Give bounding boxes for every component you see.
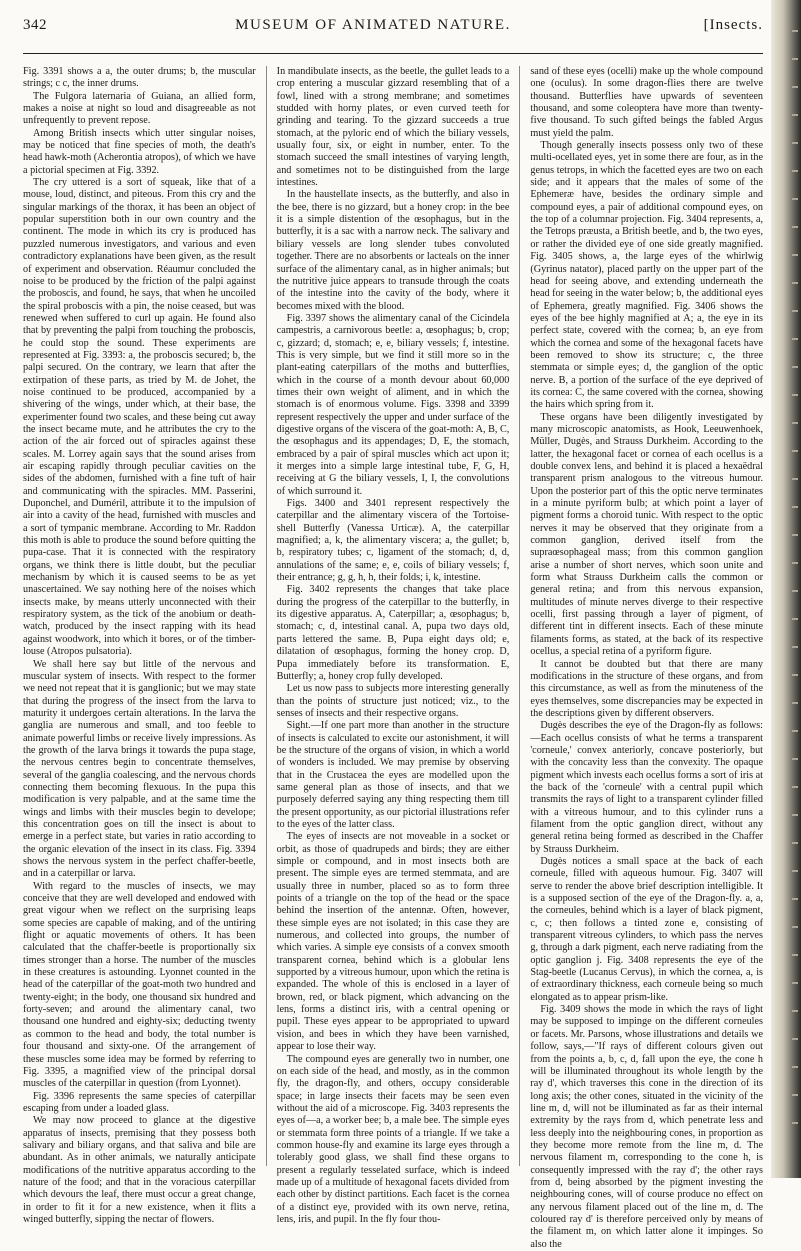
paragraph: Let us now pass to subjects more interesting generally than the points of structure just noticed; viz., to the senses of insects and their respective organs. <box>276 683 510 719</box>
text-column-2 <box>276 66 510 1225</box>
paragraph: The cry uttered is a sort of squeak, like that of a mouse, loud, distinct, and piteous. From this cry and the singular markings of the thorax, it has been an object of popular superstition both in our own country and the continent. The mode in which its cry is produced has puzzled numerous investigators, and various and even contradictory explanations have been given, as the result of experiment and observation. Réaumur concluded the noise to be produced by the friction of the palpi against the proboscis, and found, he says, that when he uncoiled the spiral proboscis with a pin, the noise ceased, but was renewed when suffered to curl up again. He found also that by preventing the palpi from touching the proboscis, he could stop the sound. These experiments are represented at Fig. 3393: a, the proboscis secured; b, the palpi secured. On the contrary, we learn that after the extirpation of these parts, as tried by M. de Johet, the noise continued to be produced, accompanied by a shivering of the wings, under which, at their base, the experimenter found two scales, and these being cut away the insect became mute, and he attributes the cry to the action of the air forced out of spiracles against these scales. M. Lorrey again says that the sound arises from air escaping rapidly through peculiar cavities on the sides of the abdomen, furnished with a fine tuft of hair and communicating with the spiracles. MM. Passerini, Duponchel, and Duméril, attribute it to the impulsion of air into a cavity of the head, furnished with muscles and a sort of tympanic membrane. According to Mr. Raddon this moth is able to produce the sound before quitting the pupa-case. That it is connected with the respiratory organs, we think there is little doubt, but the peculiar mechanism by which it is caused seems to be as yet unascertained. We say nothing here of the noises which insects make, by means utterly unconnected with their respiratory system, as the tick of the anobium or death-watch, produced by the insect rapping with its head against woodwork, into which it bores, or of the timber-louse (Atropos pulsatoria). <box>23 177 256 658</box>
paragraph: Among British insects which utter singular noises, may be noticed that fine species of moth, the death's head hawk-moth (Acherontia atropos), of which we have a pictorial specimen at Fig. 3392. <box>23 127 256 176</box>
binding-mark <box>792 730 798 732</box>
paragraph: Figs. 3400 and 3401 represent respectively the caterpillar and the alimentary viscera of the Tortoise-shell Butterfly (Vanessa Urticæ). A, the caterpillar magnified; a, k, the alimentary viscera; a, the gullet; b, b, respiratory tubes; c, ligament of the stomach; d, d, annulations of the same; e, e, coils of biliary vessels; f, their entrance; g, g, h, h, their folds; i, k, intestine. <box>276 498 510 584</box>
binding-mark <box>792 1094 798 1096</box>
binding-mark <box>792 114 798 116</box>
binding-mark <box>792 422 798 424</box>
binding-mark <box>792 30 798 32</box>
section-title: [Insects. <box>703 17 763 33</box>
binding-mark <box>792 1010 798 1012</box>
column-divider <box>519 66 520 1166</box>
binding-mark <box>792 198 798 200</box>
paragraph: It cannot be doubted but that there are many modifications in the structure of these organs, and from this circumstance, as well as from the minuteness of the eyes themselves, some discrepancies may be expected in the descriptions given by different observers. <box>530 658 764 719</box>
binding-mark <box>792 254 798 256</box>
binding-mark <box>792 1038 798 1040</box>
paragraph: Fig. 3396 represents the same species of caterpillar escaping from under a loaded glass. <box>23 1090 256 1114</box>
binding-mark <box>792 170 798 172</box>
paragraph: Fig. 3397 shows the alimentary canal of the Cicindela campestris, a carnivorous beetle: a, œsophagus; b, crop; c, gizzard; d, stomach; e, e, biliary vessels; f, intestine. This is very simple, but we find it still more so in the plant-eating caterpillars of the moths and butterflies, which in the course of a month devour about 60,000 times their own weight of aliment, and in which the stomach is of enormous volume. Figs. 3398 and 3399 represent respectively the upper and under surface of the digestive organs of the viscera of the goat-moth: A, B, C, the œsophagus and its appendages; D, E, the stomach, embraced by a pair of spiral muscles which act upon it; it merges into a simple large intestinal tube, F, G, H, receiving at G the biliary vessels, I, I, the convolutions of which surround it. <box>276 312 510 497</box>
page-header <box>23 13 763 54</box>
paragraph: The compound eyes are generally two in number, one on each side of the head, and mostly, as in the common fly, the dragon-fly, and others, occupy considerable space; in large insects their facets may be seen even without the aid of a microscope. Fig. 3403 represents the eyes of—a, a worker bee; b, a male bee. The simple eyes or stemmata form three points of a triangle. If we take a common house-fly and examine its large eyes through a tolerably good glass, we shall find these organs to present a regularly tesselated surface, which is indeed made up of a multitude of hexagonal facets divided from each other by distinct partitions. Each facet is the cornea of a distinct eye, provided with its own nerve, retina, lens, iris, and pupil. In the fly four thou- <box>276 1053 510 1225</box>
binding-mark <box>792 842 798 844</box>
binding-mark <box>792 310 798 312</box>
paragraph: In mandibulate insects, as the beetle, the gullet leads to a crop entering a muscular gizzard resembling that of a fowl, lined with a strong membrane; and sometimes studded with horny plates, or even curved teeth for grinding and tearing. To the gizzard succeeds a true stomach, at the pyloric end of which the biliary vessels, usually four, six, or eight in number, enter. To the stomach succeed the small intestines of varying length, and sometimes not to be distinguished from the large intestines. <box>276 66 510 189</box>
book-binding-edge <box>771 0 801 1178</box>
binding-mark <box>792 646 798 648</box>
binding-mark <box>792 982 798 984</box>
binding-mark <box>792 702 798 704</box>
paragraph: With regard to the muscles of insects, we may conceive that they are well developed and endowed with great vigour when we reflect on the surprising leaps some species are capable of making, and of the untiring flight or aquatic movements of others. It has been calculated that the chaffer-beetle is proportionally six times stronger than a horse. The number of the muscles in these creatures is astounding. Lyonnet counted in the head of the caterpillar of the goat-moth two hundred and twenty-eight; in the body, one thousand six hundred and forty-seven; and around the alimentary canal, two thousand one hundred and eighty-six; deducting twenty as common to the head and body, the total number is four thousand and sixty-one. Of the arrangement of these muscles some idea may be formed by referring to Fig. 3395, a magnified view of the principal dorsal muscles of the caterpillar in question (from Lyonnet). <box>23 880 256 1090</box>
binding-mark <box>792 142 798 144</box>
paragraph: The eyes of insects are not moveable in a socket or orbit, as those of quadrupeds and birds; they are either simple or compound, and in most insects both are present. The simple eyes are termed stemmata, and are usually three in number, placed so as to form three points of a triangle on the top of the head or the space behind the insertion of the antennæ. Often, however, these simple eyes are not isolated; in this case they are numerous, and collected into groups, the number of which varies. A simple eye consists of a convex smooth transparent cornea, behind which is a globular lens supported by a vitreous humour, upon which the retina is expanded. The whole of this is enclosed in a layer of brown, red, or black pigment, which advancing on the lens, forms a distinct iris, with a central opening or pupil. These eyes appear to be appropriated to upward vision, and bees in which they have been varnished, appear to lose their way. <box>276 831 510 1053</box>
paragraph: Dugès notices a small space at the back of each corneule, filled with aqueous humour. Fig. 3407 will serve to render the above brief description intelligible. It is a supposed section of the eye of the Dragon-fly. a, a, the corneules, behind which is a layer of black pigment, c, c; then follows a tinted zone e, consisting of transparent vitreous cylinders, to which pass the nerves g, through a dark pigment, each nerve radiating from the optic ganglion j. Fig. 3408 represents the eye of the Stag-beetle (Lucanus Cervus), in which the cornea, a, is of extraordinary thickness, each corneule being so much elongated as to appear prism-like. <box>530 856 764 1003</box>
binding-mark <box>792 562 798 564</box>
binding-mark <box>792 86 798 88</box>
binding-mark <box>792 534 798 536</box>
book-page <box>0 13 801 1250</box>
binding-mark <box>792 870 798 872</box>
page-number: 342 <box>23 17 47 33</box>
binding-mark <box>792 338 798 340</box>
paragraph: Though generally insects possess only two of these multi-ocellated eyes, yet in some there are four, as in the genus tetrops, in which the facetted eyes are two on each side; and it appears that the males of some of the Ephemeræ have, besides the ordinary simple and compound eyes, a pair of additional compound eyes, on the top of a columnar projection. Fig. 3404 represents, a, the Tetrops præusta, a British beetle, and b, the two eyes, or rather the divided eye of one side greatly magnified. Fig. 3405 shows, a, the large eyes of the whirlwig (Gyrinus natator), placed partly on the upper part of the head for seeing above, and extending underneath the head for seeing in the water below; b, the additional eyes of Ephemera, greatly magnified. Fig. 3406 shows the eyes of the bee highly magnified at A; a, the eye in its perfect state, covered with the cornea; b, an eye from which the cornea and some of the hexagonal facets have been removed to show its structure; c, the three stemmata or simple eyes; d, the ganglion of the optic nerve. B, a portion of the surface of the eye deprived of its cornea: C, the same covered with the cornea, showing the hairs which spring from it. <box>530 140 764 411</box>
binding-mark <box>792 394 798 396</box>
binding-mark <box>792 1066 798 1068</box>
binding-mark <box>792 618 798 620</box>
binding-mark <box>792 674 798 676</box>
running-title: MUSEUM OF ANIMATED NATURE. <box>235 17 511 33</box>
paragraph: We shall here say but little of the nervous and muscular system of insects. With respect to the former we need not repeat that it is ganglionic; but we may state that during the progress of the insect from the larva to maturity it undergoes certain alterations. In the larva the ganglia are numerous and small, and too feeble to animate powerful limbs or receive lively impressions. As the growth of the larva brings it towards the pupa stage, the nervous centres begin to concentrate themselves, several of the ganglia coalescing, and the nervous chords connecting them becoming flexuous. In the pupa this modification is very palpable, and at the same time the wings and limbs with their muscles begin to develope; this concentration goes on till the insect is about to emerge in a perfect state, but varies in ratio according to the organic elevation of the insect in its class. Fig. 3394 shows the nervous system in the perfect chaffer-beetle, and in a caterpillar or larva. <box>23 658 256 880</box>
binding-mark <box>792 506 798 508</box>
binding-mark <box>792 590 798 592</box>
paragraph: Dugès describes the eye of the Dragon-fly as follows:—Each ocellus consists of what he terms a transparent 'corneule,' convex anteriorly, concave posteriorly, but with the concavity less than the convexity. The opaque pigment which invests each ocellus forms a sort of iris at the back of the 'corneule' with a central pupil which transmits the rays of light to a transparent cylinder filled with a vitreous humour, and to this cylinder runs a filament from the optic ganglion direct, without any general retina being formed as described in the Chaffer by Strauss Durkheim. <box>530 720 764 855</box>
paragraph: Fig. 3402 represents the changes that take place during the progress of the caterpillar to the butterfly, in its digestive apparatus. A, Caterpillar; a, œsophagus; b, stomach; c, d, intestinal canal. A, pupa two days old, parts lettered the same. B, Pupa eight days old; e, dilatation of œsophagus, forming the honey crop. D, Pupa immediately before its transformation. E, Butterfly; a, honey crop fully developed. <box>276 584 510 682</box>
paragraph: Fig. 3391 shows a a, the outer drums; b, the muscular strings; c c, the inner drums. <box>23 66 256 90</box>
binding-mark <box>792 898 798 900</box>
binding-mark <box>792 366 798 368</box>
paragraph: Sight.—If one part more than another in the structure of insects is calculated to excite our astonishment, it will be the structure of the organs of vision, in which a world of wonders is included. We may premise by observing that in the Crustacea the eyes are modelled upon the same general plan as those of insects, and that we purposely deferred saying any thing respecting them till the present opportunity, as our pictorial illustrations refer to the eyes of the latter class. <box>276 720 510 830</box>
text-column-3 <box>530 66 764 1250</box>
paragraph: Fig. 3409 shows the mode in which the rays of light may be supposed to impinge on the different corneules or facets. Mr. Parsons, whose illustrations and details we follow, says,—"If rays of different colours given out from the points a, b, c, d, fall upon the eye, the cone h will be illuminated throughout its whole length by the ray d', which traverses this cone in the direction of its long axis; the other cones, situated in the vicinity of the line m, d, will not be illuminated as far as their internal extremity by the rays from d, which penetrate less and less deeply into the neighbouring cones, in proportion as they become more remote from the line m, d. The nervous filament m, corresponding to the cone h, is consequently impressed with the ray d'; the other rays from d, being absorbed by the pigment investing the neighbouring cones, will of course produce no effect on any nervous filament placed out of the line m, d. The coloured ray d' is therefore perceived only by means of the filament m, on which latter alone it impinges. So also the <box>530 1004 764 1250</box>
binding-mark <box>792 1122 798 1124</box>
paragraph: We may now proceed to glance at the digestive apparatus of insects, premising that they possess both salivary and biliary organs, and that saliva and bile are abundant. As in other animals, we naturally anticipate modifications of the nutritive apparatus according to the nature of the food; and that in the voracious caterpillar which devours the leaf, there must occur a great change, in order to fit it for a new existence, when it flits a winged butterfly, sipping the nectar of flowers. <box>23 1115 256 1225</box>
binding-mark <box>792 758 798 760</box>
paragraph: These organs have been diligently investigated by many microscopic anatomists, as Hook, Leeuwenhoek, Müller, Dugès, and Strauss Durkheim. According to the latter, the hexagonal facet or cornea of each ocellus is a double convex lens, and behind it is placed a hexaëdral transparent prism analogous to the vitreous humour. Upon the posterior part of this the optic nerve terminates in a minute pyriform bulb; at which point a layer of pigment forms a choroid tunic. With respect to the optic nerves it may be observed that they originate from a common ganglion, derived itself from the supraœsophageal mass; from this common ganglion arise a number of short nerves, which soon unite and form what Strauss Durkheim calls the common or general retina; and from this nervous expansion, multitudes of minute nerves diverge to their respective ocelli, first passing through a layer of pigment, of different tint in different insects. Each of these minute filaments forms, as stated, at the back of its respective ocellus, a special retina of a pyriform figure. <box>530 411 764 658</box>
binding-mark <box>792 926 798 928</box>
binding-mark <box>792 478 798 480</box>
binding-mark <box>792 58 798 60</box>
paragraph: The Fulgora laternaria of Guiana, an allied form, makes a noise at night so loud and disagreeable as not unfrequently to prevent repose. <box>23 90 256 127</box>
paragraph: In the haustellate insects, as the butterfly, and also in the bee, there is no gizzard, but a honey crop: in the bee it is a simple distention of the œsophagus, but in the butterfly, it is a sac with a narrow neck. The salivary and biliary vessels are long slender tubes convoluted together. There are no absorbents or lacteals on the inner surface of the alimentary canal, as in higher animals; but the nutritive juice appears to transude through the coats of the intestine into the cavity of the body, where it becomes mixed with the blood. <box>276 189 510 312</box>
text-columns <box>23 66 764 1250</box>
binding-mark <box>792 786 798 788</box>
binding-mark <box>792 954 798 956</box>
column-divider <box>266 66 267 1166</box>
binding-mark <box>792 814 798 816</box>
binding-mark <box>792 450 798 452</box>
binding-mark <box>792 282 798 284</box>
text-column-1 <box>23 66 256 1225</box>
binding-mark <box>792 226 798 228</box>
paragraph: sand of these eyes (ocelli) make up the whole compound one (oculus). In some dragon-flies there are twelve thousand. Butterflies have upwards of seventeen thousand, and some coleoptera have more than twenty-five thousand. To such gifted beings the fabled Argus must yield the palm. <box>530 66 764 139</box>
